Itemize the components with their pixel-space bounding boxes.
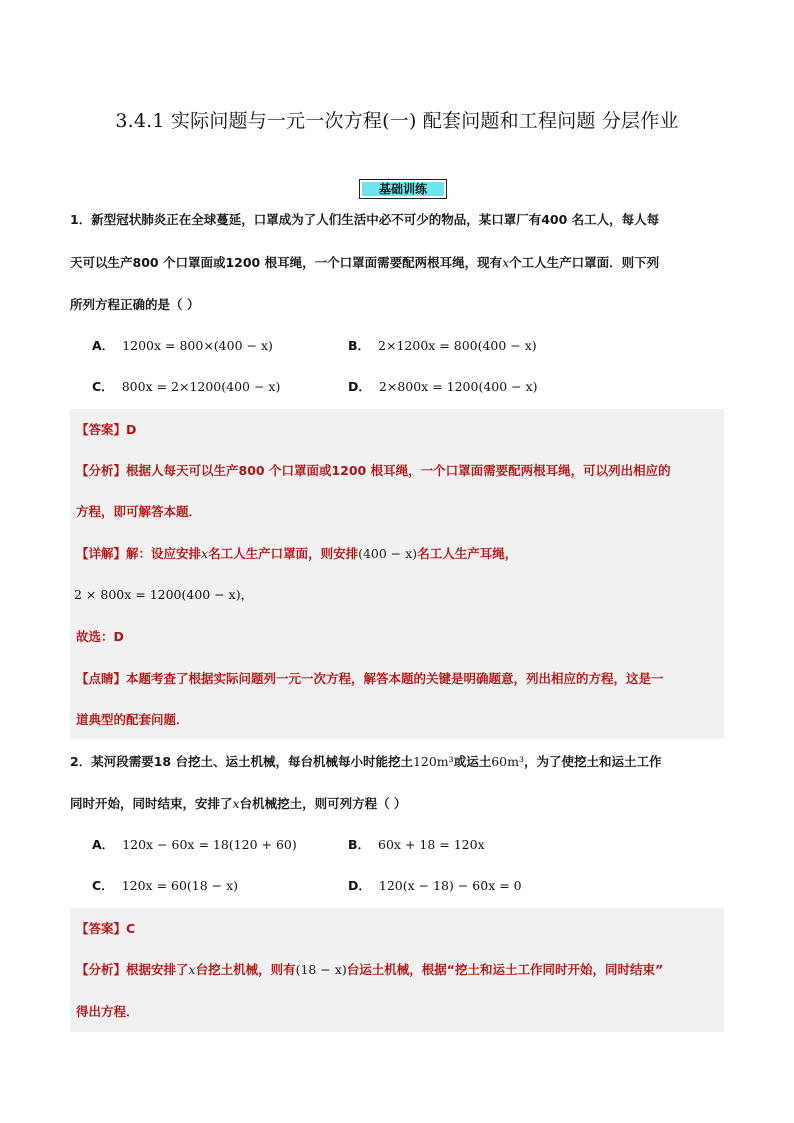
section-badge bbox=[359, 179, 447, 199]
q1-option-a: A． 1200x = 800×(400 − x) bbox=[92, 338, 273, 353]
q2-option-b: B． 60x + 18 = 120x bbox=[348, 837, 485, 852]
section-label: 基础训练 bbox=[362, 182, 444, 196]
q2-option-a: A． 120x − 60x = 18(120 + 60) bbox=[92, 837, 297, 852]
q2-answer-block bbox=[70, 908, 724, 1032]
q2-analysis-2: 得出方程． bbox=[76, 1004, 139, 1019]
q2-line-2: 同时开始，同时结束，安排了x台机械挖土，则可列方程（ ） bbox=[70, 796, 407, 811]
variable-x: x bbox=[232, 796, 240, 811]
q1-line-1: 1．新型冠状肺炎正在全球蔓延，口罩成为了人们生活中必不可少的物品，某口罩厂有400 名工人，每人每 bbox=[70, 212, 660, 227]
q2-answer: 【答案】C bbox=[76, 921, 136, 936]
q1-analysis-1: 【分析】根据人每天可以生产800 个口罩面或1200 根耳绳，一个口罩面需要配两根耳绳，可以列出相应的 bbox=[76, 463, 671, 478]
q1-equation: 2 × 800x = 1200(400 − x)， bbox=[74, 587, 254, 602]
q1-detail: 【详解】解：设应安排x名工人生产口罩面，则安排(400 − x)名工人生产耳绳， bbox=[76, 546, 518, 561]
q2-line-1: 2．某河段需要18 台挖土、运土机械，每台机械每小时能挖土120m³或运土60m³，为了使挖土和运土工作 bbox=[70, 754, 662, 769]
q1-option-d: D． 2×800x = 1200(400 − x) bbox=[348, 379, 538, 394]
q2-analysis-1: 【分析】根据安排了x台挖土机械，则有(18 − x)台运土机械，根据“挖土和运土工作同时开始，同时结束” bbox=[76, 962, 664, 977]
q2-option-c: C． 120x = 60(18 − x) bbox=[92, 878, 239, 893]
q1-line-3: 所列方程正确的是（ ） bbox=[70, 297, 200, 312]
q1-comment-2: 道典型的配套问题． bbox=[76, 712, 189, 727]
q1-line-2: 天可以生产800 个口罩面或1200 根耳绳，一个口罩面需要配两根耳绳，现有x个工人生产口罩面．则下列 bbox=[70, 255, 660, 270]
q1-answer: 【答案】D bbox=[76, 422, 137, 437]
q1-option-c: C． 800x = 2×1200(400 − x) bbox=[92, 379, 281, 394]
q1-choice: 故选：D bbox=[76, 629, 124, 644]
q1-answer-block bbox=[70, 409, 724, 739]
q1-option-b: B． 2×1200x = 800(400 − x) bbox=[348, 338, 537, 353]
q2-option-d: D． 120(x − 18) − 60x = 0 bbox=[348, 878, 522, 893]
q1-analysis-2: 方程，即可解答本题． bbox=[76, 504, 202, 519]
variable-x: x bbox=[502, 255, 510, 270]
page-title: 3.4.1 实际问题与一元一次方程(一) 配套问题和工程问题 分层作业 bbox=[115, 110, 679, 132]
q1-comment-1: 【点睛】本题考查了根据实际问题列一元一次方程，解答本题的关键是明确题意，列出相应的方程，这是一 bbox=[76, 671, 664, 686]
